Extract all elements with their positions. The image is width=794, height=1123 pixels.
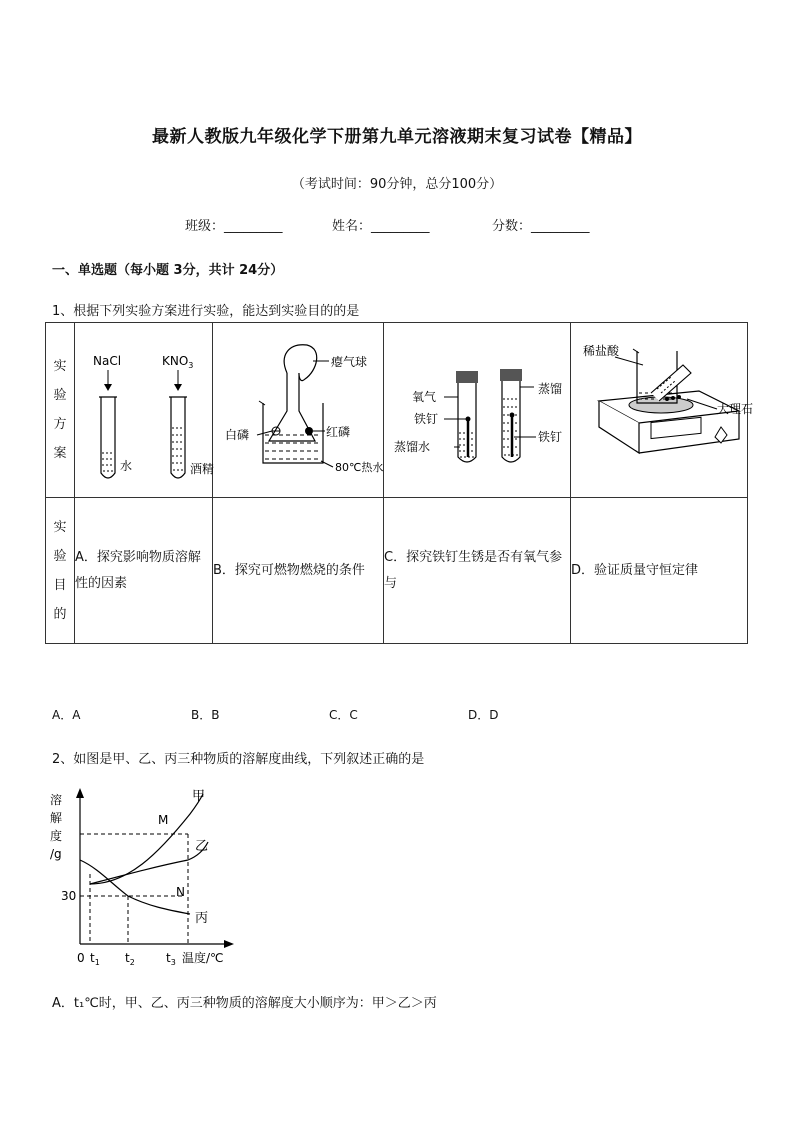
purpose-a: A．探究影响物质溶解性的因素	[75, 498, 213, 644]
purpose-d: D．验证质量守恒定律	[571, 498, 748, 644]
figure-c-rust-tubes	[384, 323, 570, 493]
ylabel-4: /g	[50, 847, 62, 861]
figure-a-test-tubes	[75, 323, 215, 493]
label-iron-nail-right: 铁钉	[538, 430, 563, 444]
row-head-scheme: 实 验 方 案	[46, 323, 75, 498]
label-hot-water: 80℃热水	[335, 461, 384, 474]
question-1-stem: 1、根据下列实验方案进行实验，能达到实验目的的是	[52, 304, 360, 319]
stopper-right	[500, 369, 522, 381]
q1-option-b[interactable]: B．B	[191, 708, 220, 722]
ylabel-1: 溶	[50, 793, 63, 807]
curve-bing	[80, 860, 190, 914]
q1-option-c[interactable]: C．C	[329, 708, 358, 722]
series-label-bing: 丙	[195, 911, 209, 926]
figure-d-cell	[571, 323, 754, 498]
series-label-jia: 甲	[192, 789, 206, 804]
tick-t2: $t_2$	[125, 951, 135, 967]
exam-subtitle: （考试时间：90分钟，总分100分）	[291, 177, 503, 192]
series-label-yi: 乙	[195, 839, 209, 854]
figure-b-beaker-flask	[213, 323, 383, 493]
label-kno3: $KNO_3$	[162, 354, 194, 370]
label-balloon: 瘪气球	[331, 355, 368, 369]
test-tube-right	[171, 397, 185, 478]
y-tick-30: 30	[61, 889, 77, 903]
point-m-label: M	[158, 813, 169, 827]
score-field: 分数：_________	[492, 219, 590, 234]
section-heading: 一、单选题（每小题 3分，共计 24分）	[52, 263, 284, 278]
row-head-purpose: 实 验 目 的	[46, 498, 75, 644]
point-n-label: N	[176, 885, 185, 899]
balloon-icon	[284, 345, 316, 381]
figure-c-cell	[384, 323, 571, 498]
label-white-phosphorus: 白磷	[225, 428, 250, 442]
label-nacl: NaCl	[93, 354, 122, 368]
class-field: 班级：_________	[185, 219, 283, 234]
solubility-curve-figure	[48, 784, 248, 974]
label-hydrochloric-acid: 稀盐酸	[583, 344, 620, 358]
figure-d-balance	[571, 323, 754, 493]
q1-option-a[interactable]: A．A	[52, 708, 81, 722]
q2-option-a[interactable]: A．t₁℃时，甲、乙、丙三种物质的溶解度大小顺序为：甲＞乙＞丙	[52, 996, 437, 1011]
ylabel-2: 解	[50, 811, 63, 825]
tick-t1: $t_1$	[90, 951, 100, 967]
label-iron-nail-left: 铁钉	[414, 412, 439, 426]
test-tube-left	[101, 397, 115, 478]
page-title: 最新人教版九年级化学下册第九单元溶液期末复习试卷【精品】	[152, 127, 642, 147]
stopper-left	[456, 371, 478, 383]
label-red-phosphorus: 红磷	[326, 425, 351, 439]
ylabel-3: 度	[50, 829, 63, 843]
name-field: 姓名：_________	[332, 219, 430, 234]
purpose-c: C．探究铁钉生锈是否有氧气参与	[384, 498, 571, 644]
origin-label: 0	[77, 951, 85, 965]
label-oxygen: 氧气	[412, 390, 437, 404]
q1-option-d[interactable]: D．D	[468, 708, 499, 722]
tick-t3: $t_3$	[166, 951, 176, 967]
label-water: 水	[120, 459, 133, 473]
experiment-table	[45, 322, 754, 644]
label-distilled-water-left: 蒸馏水	[394, 440, 431, 454]
question-2-stem: 2、如图是甲、乙、丙三种物质的溶解度曲线，下列叙述正确的是	[52, 752, 425, 767]
label-alcohol: 酒精	[190, 462, 215, 476]
curve-yi	[90, 842, 208, 884]
label-marble: 大理石	[717, 402, 754, 416]
curve-jia	[90, 794, 203, 884]
purpose-b: B．探究可燃物燃烧的条件	[213, 498, 384, 644]
x-axis-label: 温度/℃	[182, 951, 224, 965]
figure-b-cell	[213, 323, 384, 498]
label-distilled-water-right: 蒸馏	[538, 382, 563, 396]
figure-a-cell	[75, 323, 213, 498]
